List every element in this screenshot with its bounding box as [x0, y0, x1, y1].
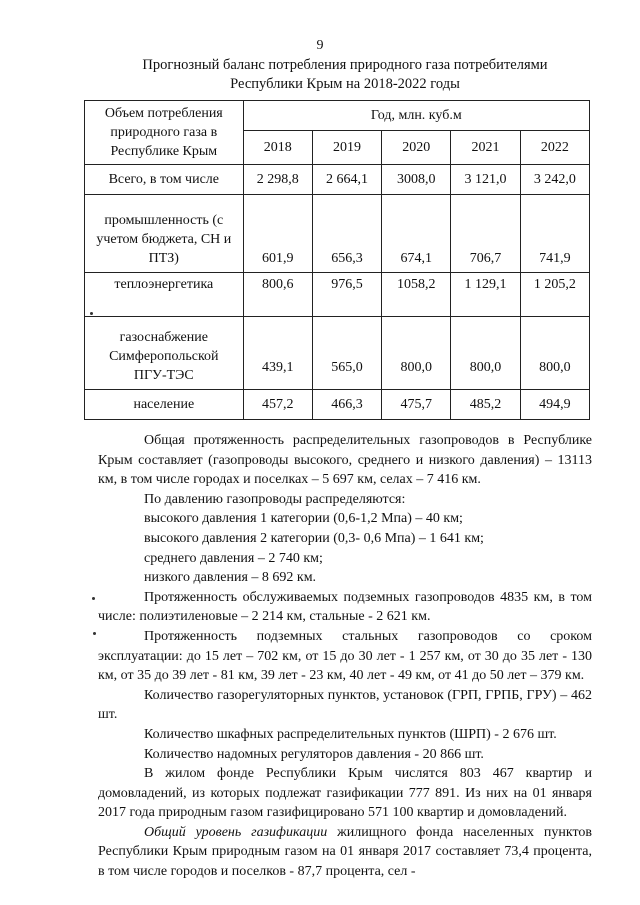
- row-label: Всего, в том числе: [85, 165, 244, 195]
- table-cell: 3 242,0: [520, 165, 589, 195]
- table-cell: 800,0: [451, 317, 520, 390]
- paragraph: В жилом фонде Республики Крым числятся 803 467 квартир и домовладений, из которых подлежат газификации 777 891. Из них на 01 января 2017 года природным газом газифицировано 571 100 квартир и домовладений.: [98, 766, 592, 821]
- paragraph-continuation: жилищного фонда населенных пунктов Республики Крым природным газом на 01 января 2017 составляет 73,4 процента, в том числе городов и поселков - 87,7 процента, сел -: [98, 824, 592, 880]
- table-cell: 976,5: [312, 273, 381, 317]
- table-row: [85, 195, 590, 273]
- paragraph: Протяженность обслуживаемых подземных газопроводов 4835 км, в том числе: полиэтиленовые – 2 214 км, стальные - 2 621 км.: [98, 589, 592, 625]
- table-row: [85, 273, 590, 317]
- table-header-year: 2021: [451, 131, 520, 165]
- table-cell: 466,3: [312, 390, 381, 420]
- table-cell: 800,6: [243, 273, 312, 317]
- table-cell: 1058,2: [382, 273, 451, 317]
- table-cell: 674,1: [382, 195, 451, 273]
- gas-balance-table: [84, 100, 590, 420]
- table-cell: 601,9: [243, 195, 312, 273]
- table-header-year: 2019: [312, 131, 381, 165]
- list-item: среднего давления – 2 740 км;: [144, 550, 323, 566]
- table-cell: 3 121,0: [451, 165, 520, 195]
- table-cell: 457,2: [243, 390, 312, 420]
- table-cell: 2 664,1: [312, 165, 381, 195]
- table-row: [85, 317, 590, 390]
- table-cell: 656,3: [312, 195, 381, 273]
- table-header-year: 2022: [520, 131, 589, 165]
- table-header-year-group: Год, млн. куб.м: [243, 101, 589, 131]
- paragraph: По давлению газопроводы распределяются:: [144, 491, 406, 507]
- table-cell: 494,9: [520, 390, 589, 420]
- table-cell: 800,0: [382, 317, 451, 390]
- scan-dot-mark: [90, 312, 93, 315]
- scan-dot-mark: [92, 597, 95, 600]
- table-cell: 485,2: [451, 390, 520, 420]
- paragraph: Количество надомных регуляторов давления - 20 866 шт.: [144, 746, 484, 762]
- table-row: [85, 165, 590, 195]
- scan-dot-mark: [93, 632, 96, 635]
- row-label: теплоэнергетика: [85, 273, 244, 317]
- table-row: [85, 390, 590, 420]
- row-label: население: [85, 390, 244, 420]
- table-header-year: 2018: [243, 131, 312, 165]
- row-label: промышленность (с учетом бюджета, СН и ПТЗ): [85, 195, 244, 273]
- table-title-line-1: Прогнозный баланс потребления природного газа потребителями: [142, 57, 548, 73]
- table-cell: 475,7: [382, 390, 451, 420]
- table-cell: 741,9: [520, 195, 589, 273]
- table-title-line-2: Республики Крым на 2018-2022 годы: [230, 76, 460, 92]
- list-item: высокого давления 1 категории (0,6-1,2 Мпа) – 40 км;: [144, 511, 463, 527]
- table-cell: 800,0: [520, 317, 589, 390]
- paragraph: Количество газорегуляторных пунктов, установок (ГРП, ГРПБ, ГРУ) – 462 шт.: [98, 687, 592, 723]
- list-item: низкого давления – 8 692 км.: [144, 570, 317, 586]
- table-title: [110, 56, 580, 94]
- italic-phrase: Общий уровень газификации: [144, 824, 328, 840]
- table-cell: 706,7: [451, 195, 520, 273]
- table-cell: 439,1: [243, 317, 312, 390]
- paragraph: Протяженность подземных стальных газопроводов со сроком эксплуатации: до 15 лет – 702 км, от 15 до 30 лет - 1 257 км, от 30 до 35 лет - 130 км, от 35 до 39 лет - 81 км, 39 лет - 23 км, 40 лет - 49 км, от 41 до 50 лет – 379 км.: [98, 628, 592, 684]
- body-text: [98, 431, 592, 882]
- paragraph: [98, 823, 592, 882]
- table-cell: 3008,0: [382, 165, 451, 195]
- table-header-label: Объем потребления природного газа в Республике Крым: [85, 101, 244, 165]
- paragraph: Количество шкафных распределительных пунктов (ШРП) - 2 676 шт.: [144, 726, 557, 742]
- list-item: высокого давления 2 категории (0,3- 0,6 Мпа) – 1 641 км;: [144, 530, 484, 546]
- table-cell: 565,0: [312, 317, 381, 390]
- table-header-year: 2020: [382, 131, 451, 165]
- table-cell: 1 205,2: [520, 273, 589, 317]
- page-number: 9: [316, 38, 324, 53]
- table-cell: 2 298,8: [243, 165, 312, 195]
- table-cell: 1 129,1: [451, 273, 520, 317]
- row-label: газоснабжение Симферопольской ПГУ-ТЭС: [85, 317, 244, 390]
- paragraph: Общая протяженность распределительных газопроводов в Республике Крым составляет (газопроводы высокого, среднего и низкого давления) – 13113 км, в том числе городах и поселках – 5 697 км, селах – 7 416 км.: [98, 433, 592, 488]
